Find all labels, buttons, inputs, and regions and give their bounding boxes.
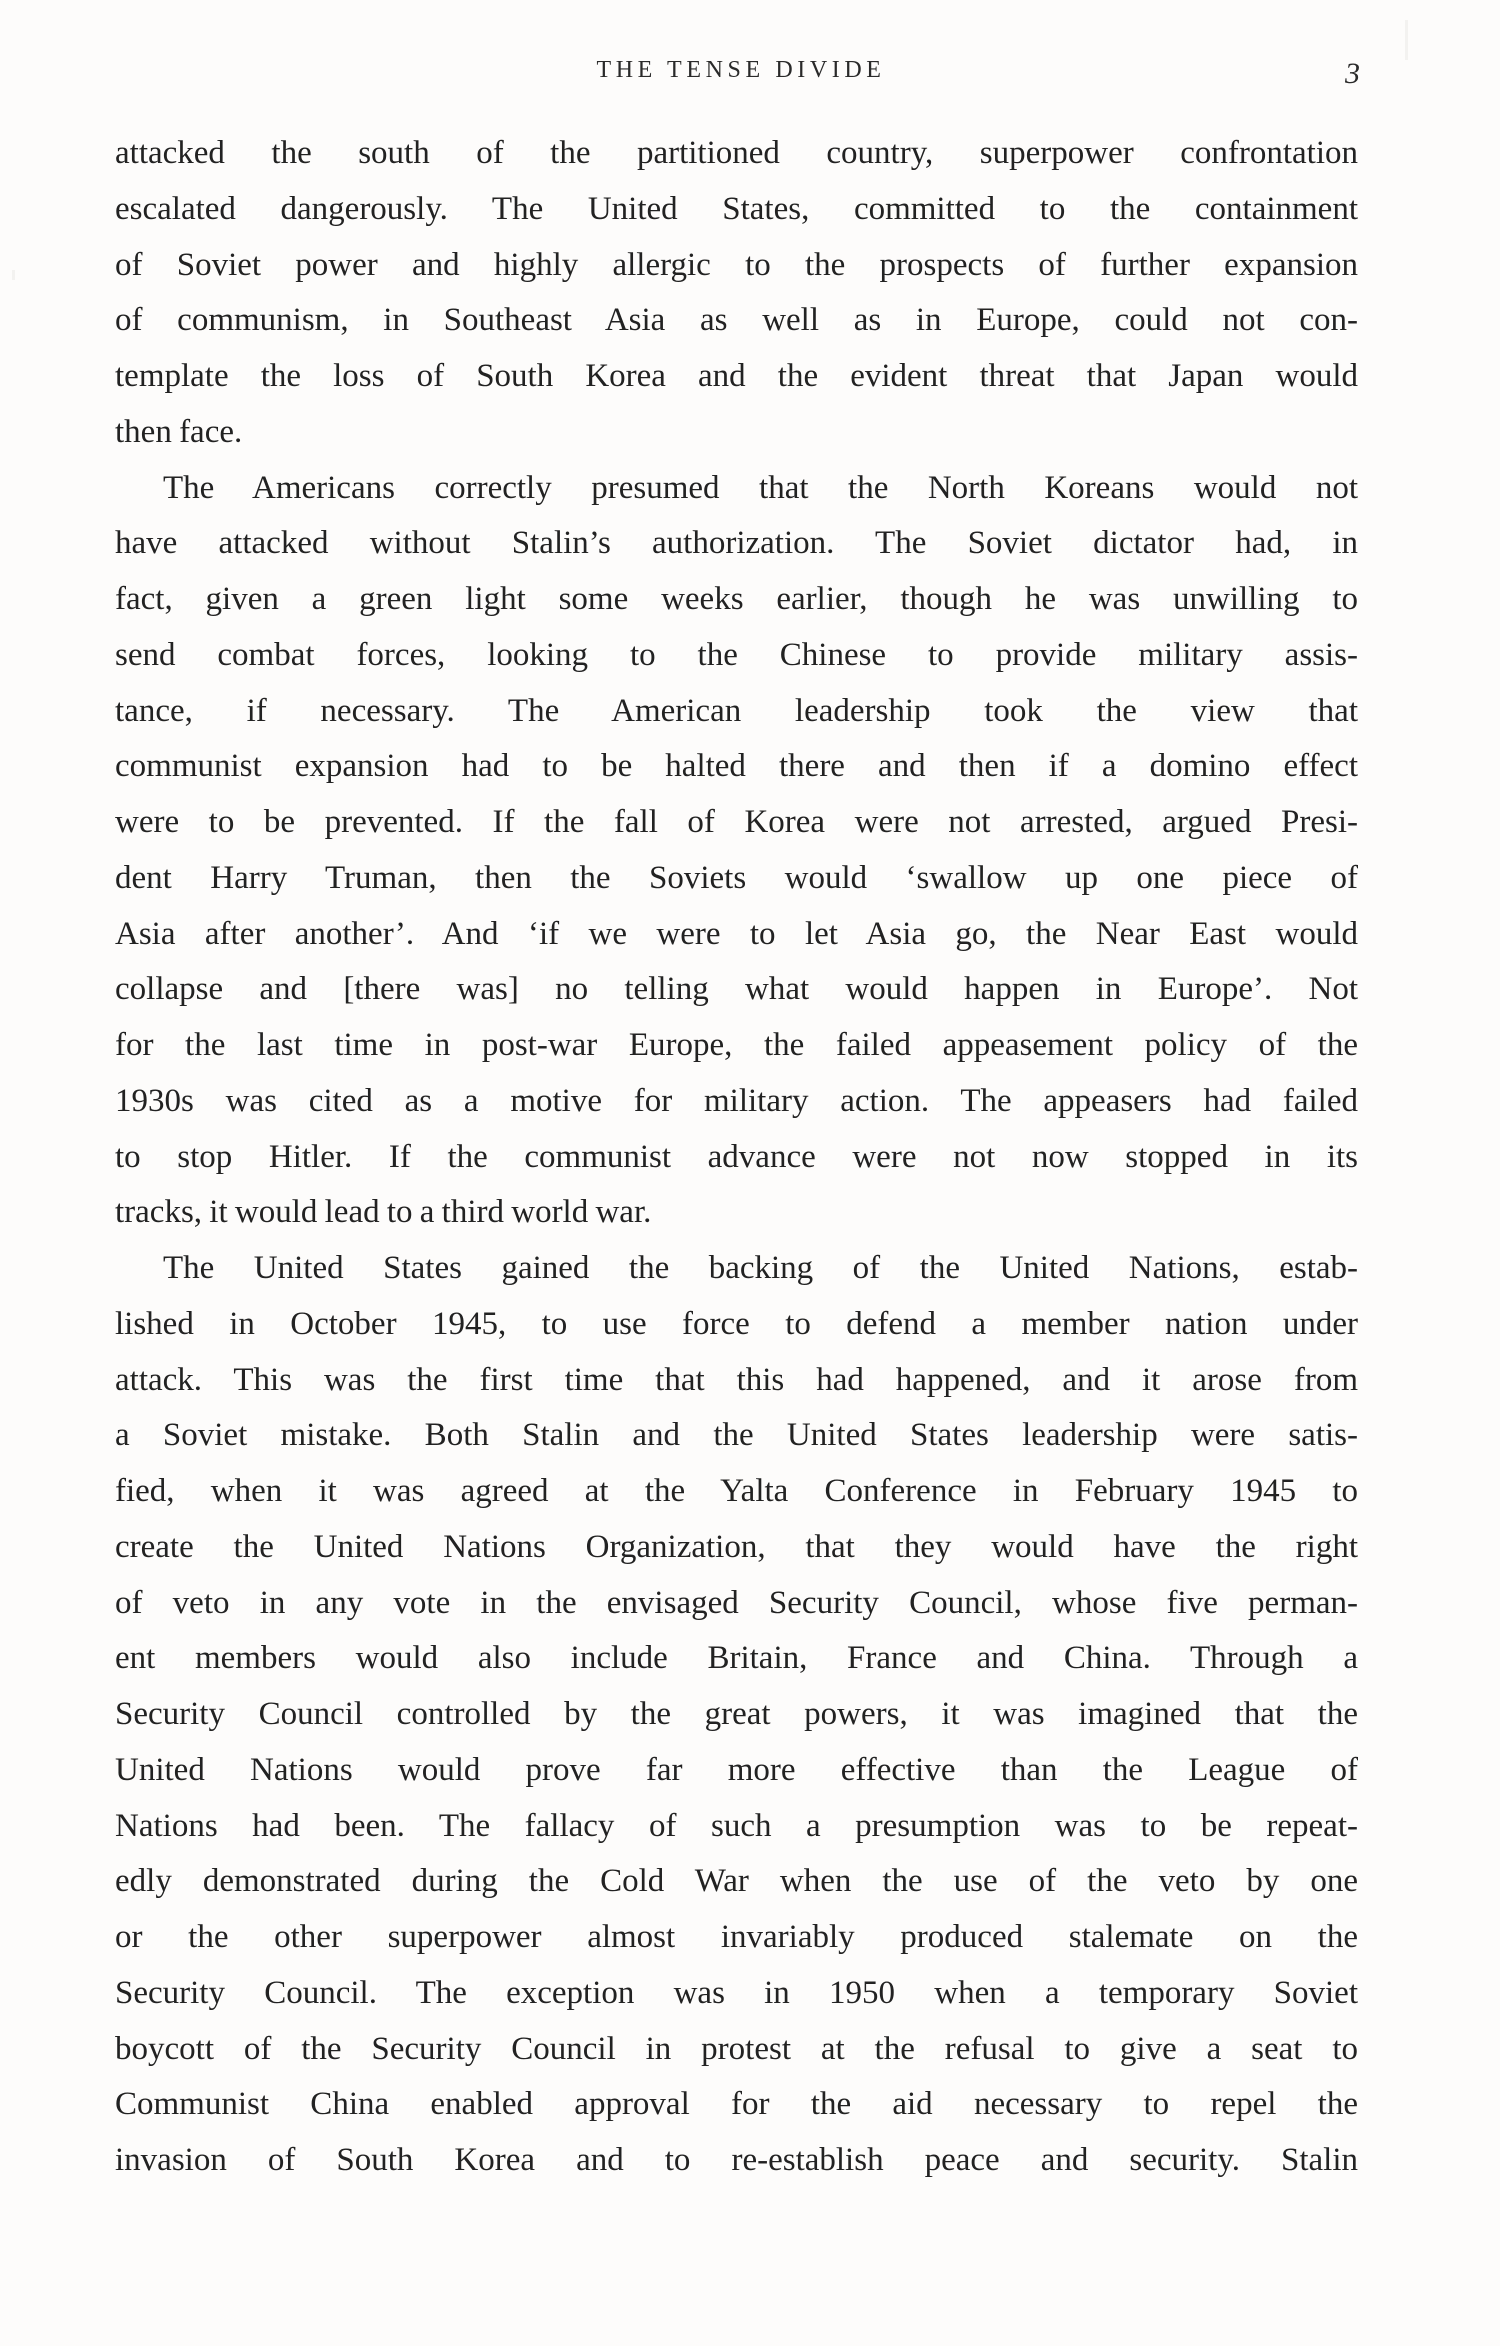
text-line: ent members would also include Britain, France and China. Through a [115, 1640, 1358, 1677]
scan-artifact [12, 270, 15, 280]
text-line: communist expansion had to be halted there and then if a domino effect [115, 748, 1358, 785]
text-line: The Americans correctly presumed that the North Koreans would not [163, 469, 1358, 506]
text-line: collapse and [there was] no telling what would happen in Europe’. Not [115, 971, 1358, 1008]
text-line: tracks, it would lead to a third world war. [115, 1194, 652, 1231]
text-line: dent Harry Truman, then the Soviets would ‘swallow up one piece of [115, 859, 1358, 896]
text-line: of Soviet power and highly allergic to the prospects of further expansion [115, 246, 1358, 283]
text-line: fact, given a green light some weeks earlier, though he was unwilling to [115, 581, 1358, 617]
paragraph-1 [115, 126, 1358, 461]
text-line: Nations had been. The fallacy of such a presumption was to be repeat- [115, 1807, 1358, 1844]
text-line: Security Council controlled by the great powers, it was imagined that the [115, 1696, 1358, 1732]
text-line: to stop Hitler. If the communist advance were not now stopped in its [115, 1138, 1358, 1175]
text-line: escalated dangerously. The United States, committed to the containment [115, 190, 1358, 227]
text-line: for the last time in post-war Europe, the failed appeasement policy of the [115, 1027, 1358, 1063]
text-line: Asia after another’. And ‘if we were to let Asia go, the Near East would [115, 915, 1358, 952]
text-line: a Soviet mistake. Both Stalin and the United States leadership were satis- [115, 1417, 1358, 1454]
text-line: send combat forces, looking to the Chinese to provide military assis- [115, 636, 1358, 673]
text-line: Communist China enabled approval for the aid necessary to repel the [115, 2086, 1358, 2123]
text-line: United Nations would prove far more effective than the League of [115, 1751, 1358, 1788]
text-line: The United States gained the backing of the United Nations, estab- [163, 1250, 1358, 1286]
text-line: create the United Nations Organization, that they would have the right [115, 1528, 1358, 1565]
page-number: 3 [1345, 57, 1360, 90]
text-line: then face. [115, 413, 243, 450]
text-line: or the other superpower almost invariably produced stalemate on the [115, 1919, 1358, 1955]
text-line: of veto in any vote in the envisaged Security Council, whose five perman- [115, 1584, 1358, 1621]
text-line: of communism, in Southeast Asia as well as in Europe, could not con- [115, 302, 1358, 339]
body-text [115, 126, 1358, 2189]
text-line: 1930s was cited as a motive for military action. The appeasers had failed [115, 1082, 1358, 1119]
text-line: lished in October 1945, to use force to defend a member nation under [115, 1305, 1358, 1342]
text-line: boycott of the Security Council in protest at the refusal to give a seat to [115, 2030, 1358, 2067]
paragraph-2 [115, 461, 1358, 1242]
text-line: template the loss of South Korea and the evident threat that Japan would [115, 358, 1358, 394]
paragraph-3 [115, 1241, 1358, 2189]
text-line: attack. This was the first time that this had happened, and it arose from [115, 1361, 1358, 1398]
text-line: invasion of South Korea and to re-establish peace and security. Stalin [115, 2142, 1358, 2178]
text-line: edly demonstrated during the Cold War when the use of the veto by one [115, 1863, 1358, 1900]
text-line: have attacked without Stalin’s authorization. The Soviet dictator had, in [115, 525, 1358, 562]
text-line: attacked the south of the partitioned country, superpower confrontation [115, 135, 1358, 171]
running-head [0, 50, 1500, 90]
text-line: fied, when it was agreed at the Yalta Conference in February 1945 to [115, 1473, 1358, 1509]
text-line: were to be prevented. If the fall of Korea were not arrested, argued Presi- [115, 804, 1358, 840]
running-head-title: THE TENSE DIVIDE [596, 57, 886, 83]
text-line: Security Council. The exception was in 1950 when a temporary Soviet [115, 1974, 1358, 2011]
text-line: tance, if necessary. The American leadership took the view that [115, 692, 1358, 729]
